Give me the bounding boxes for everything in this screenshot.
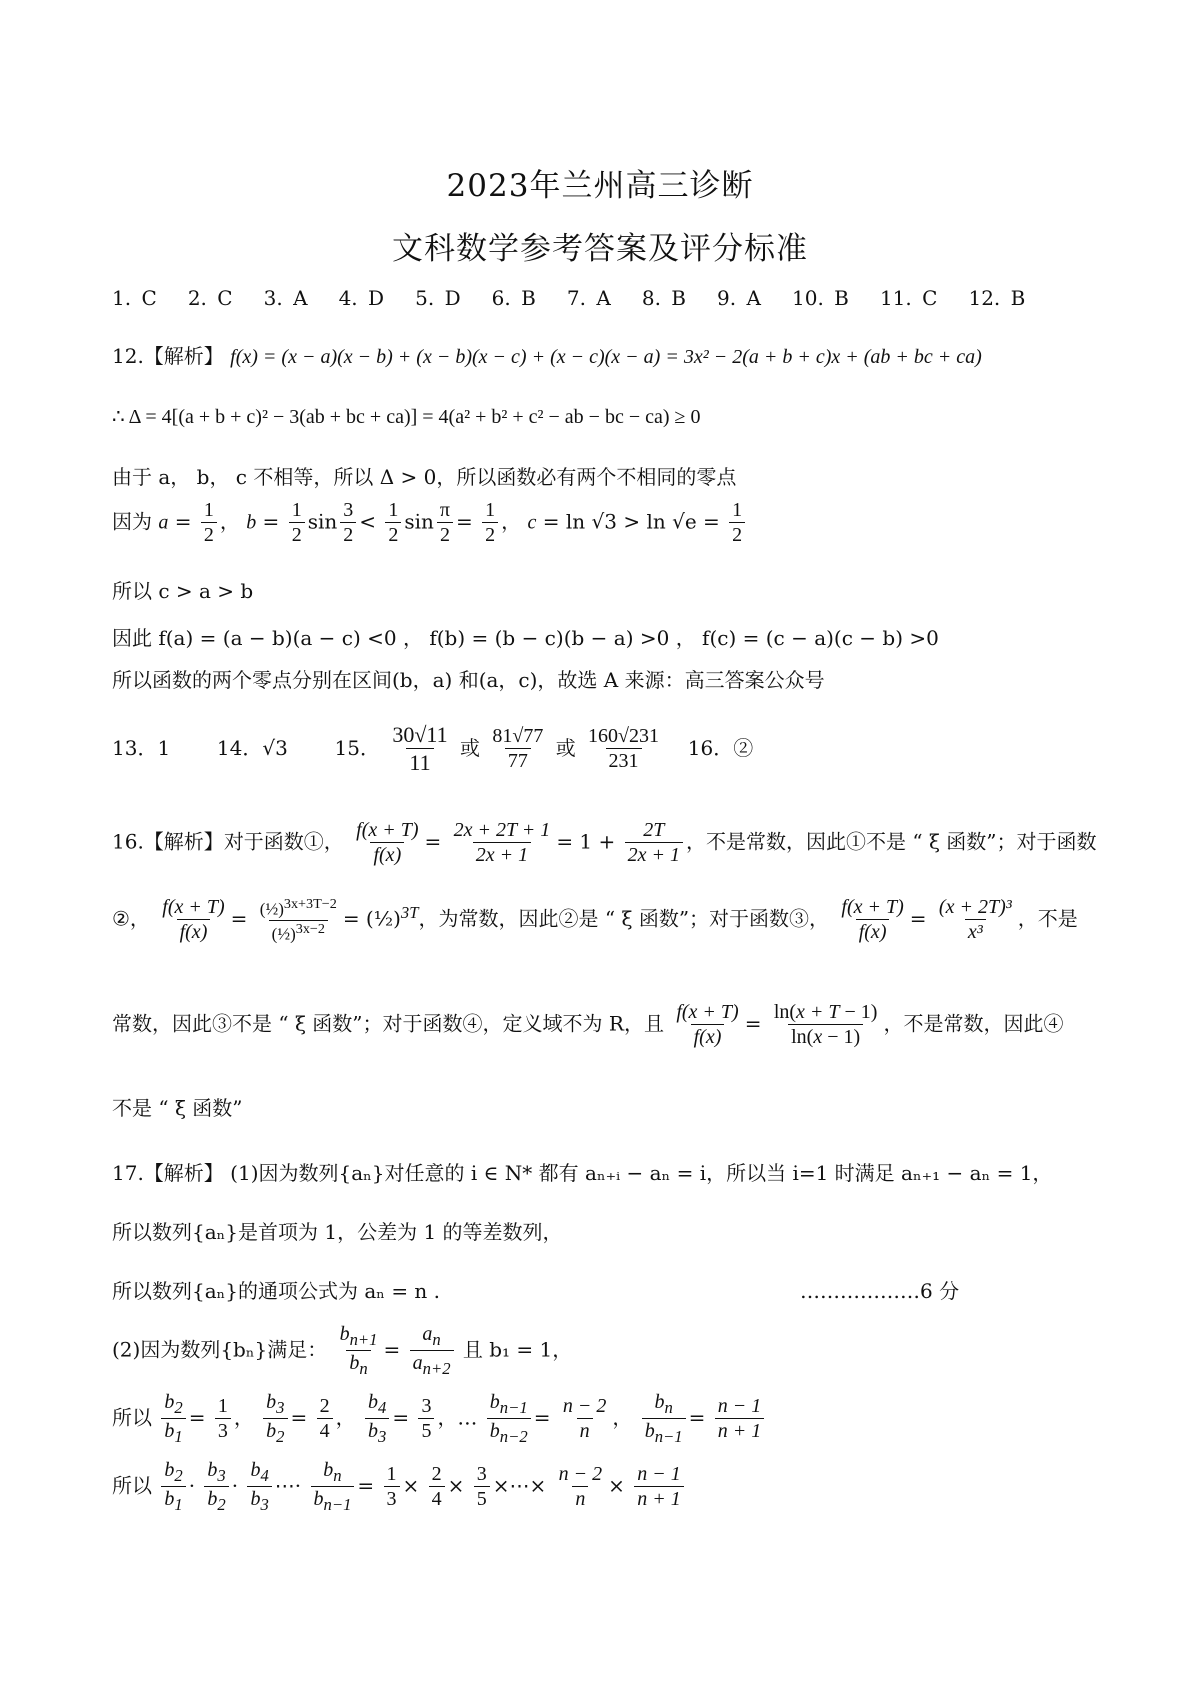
q15-answer-a: $\frac{30√11}{11}$: [392, 722, 448, 776]
q17-line5: 所以 $\frac{b_2}{b_1}$ = $\frac{1}{3}$ ， $\frac{b_3}{b_2}$ = $\frac{2}{4}$ ， $\frac{b_4}{b_3}$ = $\frac{3}{5}$ ，… $\frac{b_{n-1}}{b_{n-2}}$ = $\frac{n - 2}{n}$ ， $\frac{b_n}{b_{n-1}}$ = $\frac{n - 1}{n + 1}$: [112, 1390, 767, 1448]
q12-discriminant: ∴ Δ = 4[(a + b + c)² − 3(ab + bc + ca)] = 4(a² + b² + c² − ab − bc − ca) ≥ 0: [112, 406, 701, 428]
q16-line1: 16.【解析】对于函数①， $\frac{f(x + T)}{f(x)}$ = $\frac{2x + 2T + 1}{2x + 1}$ = 1 + $\frac{2T}{2x + 1}$ ，不是常数，因此①不是 “ ξ 函数”；对于函数: [112, 819, 1097, 866]
q12-line4: 因为 a = $\frac{1}{2}$ ， b = $\frac{1}{2}$ sin $\frac{3}{2}$ < $\frac{1}{2}$ sin $\frac{\pi}{2}$ = $\frac{1}{2}$ ， c = ln √3 > ln √e = $\frac{1}{2}$: [112, 498, 748, 548]
q12-line3: 由于 a， b， c 不相等，所以 Δ > 0，所以函数必有两个不相同的零点: [112, 465, 737, 489]
q16-line4: 不是 “ ξ 函数”: [112, 1096, 243, 1120]
page-title: 2023年兰州高三诊断: [446, 168, 754, 204]
q14-answer: √3: [262, 735, 288, 760]
q17-line4: (2)因为数列{bₙ}满足： $\frac{b_{n+1}}{b_n}$ = $\frac{a_n}{a_{n+2}}$ 且 b₁ = 1，: [112, 1323, 573, 1378]
q17-score: ………………6 分: [800, 1279, 960, 1303]
q14-label: 14．: [216, 735, 263, 760]
q13-answer: 1: [157, 735, 171, 760]
q12-line1: [112, 340, 982, 369]
q12-label: 12.【解析】: [112, 344, 224, 368]
q15-or-2: 或: [555, 735, 576, 760]
q17-label: 17.【解析】: [112, 1161, 224, 1185]
q16-line2: ②， $\frac{f(x + T)}{f(x)}$ = $\frac{(\frac{1}{2})^{3x+3T-2}}{(\frac{1}{2})^{3x-2}}$ = (½)$^{3T}$，为常数，因此②是 “ ξ 函数”；对于函数③， $\frac{f(x + T)}{f(x)}$ = $\frac{\text{(x + 2T)³}}{\text{x³}}$ ，不是: [112, 895, 1078, 944]
q17-line6: 所以 $\frac{b_2}{b_1}$ · $\frac{b_3}{b_2}$ · $\frac{b_4}{b_3}$ ⋯· $\frac{b_n}{b_{n-1}}$ = $\frac{1}{3}$ × $\frac{2}{4}$ × $\frac{3}{5}$ ×⋯× $\frac{n - 2}{n}$ × $\frac{n - 1}{n + 1}$: [112, 1458, 687, 1516]
q17-line3: 所以数列{aₙ}的通项公式为 aₙ = n .: [112, 1279, 441, 1303]
q12-line5: 所以 c > a > b: [112, 579, 254, 603]
q15-label: 15．: [334, 735, 380, 760]
q16-analysis-label: 16.【解析】: [112, 829, 224, 854]
q16-line3: 常数，因此③不是 “ ξ 函数”；对于函数④，定义域不为 R，且 $\frac{f(x + T)}{f(x)}$ = $\frac{\ln(x + T - 1)}{\ln(x - 1)}$ ，不是常数，因此④: [112, 1001, 1064, 1048]
q12-line6: 因此 f(a) = (a − b)(a − c) <0 ， f(b) = (b − c)(b − a) >0 ， f(c) = (c − a)(c − b) >0: [112, 626, 939, 650]
choice-answers: 1. C 2. C 3. A 4. D 5. D 6. B 7. A 8. B 9. A 10. B 11. C 12. B: [112, 286, 1026, 310]
q15-or-1: 或: [459, 735, 480, 760]
fill-answers: [112, 722, 753, 777]
q17-line1: 17.【解析】 (1)因为数列{aₙ}对任意的 i ∈ N* 都有 aₙ₊ᵢ − aₙ = i，所以当 i=1 时满足 aₙ₊₁ − aₙ = 1，: [112, 1161, 1053, 1185]
q12-line7: 所以函数的两个零点分别在区间(b，a) 和(a，c)，故选 A 来源：高三答案公众号: [112, 668, 825, 692]
q15-answer-b: $\frac{81√77}{77}$: [492, 725, 544, 773]
q17-line2: 所以数列{aₙ}是首项为 1，公差为 1 的等差数列，: [112, 1220, 563, 1244]
q16-answer: ②: [733, 735, 754, 760]
q12-expansion: f(x) = (x − a)(x − b) + (x − b)(x − c) + (x − c)(x − a) = 3x² − 2(a + b + c)x + (ab + bc + ca): [230, 346, 982, 368]
q13-label: 13．: [112, 735, 158, 760]
q15-answer-c: $\frac{160√231}{231}$: [588, 725, 660, 773]
q12-line4-prefix: 因为: [112, 509, 152, 534]
q16-label: 16．: [687, 735, 734, 760]
page-subtitle: 文科数学参考答案及评分标准: [392, 231, 808, 267]
